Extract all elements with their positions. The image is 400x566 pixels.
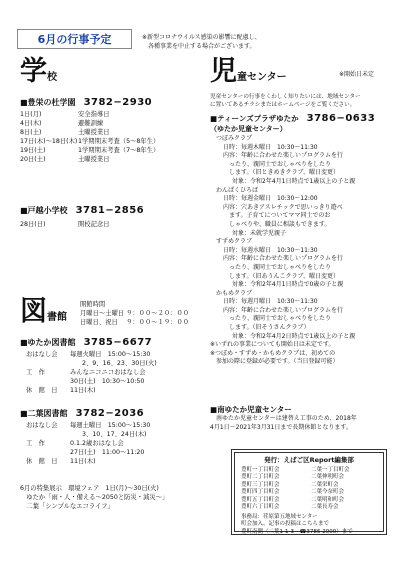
center-note: ※開始日未定 [339, 71, 375, 78]
text-line: 対象：未就学児親子 [232, 229, 287, 237]
library-row [20, 448, 150, 457]
library-suffix: 書館 [47, 312, 67, 323]
library-row [20, 457, 150, 466]
text-line: 町会加入、記事の投稿はこちらまで [241, 521, 330, 527]
text-line: 対象：令和2年4月2日時点で1歳以上の子と親 [232, 332, 356, 340]
text-line: 豊町六丁目町会 [241, 504, 280, 510]
library-row [20, 350, 157, 359]
library-row [20, 386, 157, 395]
library-heading [20, 298, 67, 326]
text-line: 30日(土) 10:30〜10:50 [70, 378, 145, 385]
school-section-toyoei [20, 97, 159, 164]
text-line: かもめクラブ [216, 289, 253, 297]
text-line: 内容：穴あきアスレチックで思いっきり遊べ [223, 203, 343, 211]
publisher-box [234, 452, 384, 535]
text-line: 日時：毎週水曜日 10:30〜11:30 [223, 246, 318, 254]
special-line: 6月の特集展示 環境フェア 1日(月)〜30日(火) [20, 485, 159, 492]
text-line [20, 430, 70, 439]
publisher-title: 発行：えばご区Report編集部 [264, 456, 354, 464]
text-line: 豊町南側（二葉1-1-3 ☎3786-2000）まで [241, 528, 353, 535]
library-kanji: 図 [20, 296, 47, 327]
text-line: 二葉栄町会 [311, 481, 339, 488]
school-name: ■豊栄の杜学園 [20, 98, 76, 107]
text-line: 対象：令和2年4月1日時点で1歳以上の子と親 [232, 177, 356, 185]
special-line: 二葉「シンプルなエコライフ」 [20, 503, 114, 510]
text-line: 11日(木) [70, 458, 96, 465]
text-line: 工 作 [26, 369, 45, 376]
text-line: 工 作 [26, 440, 45, 447]
text-line: ったり、親同士でおしゃべりをしたり [223, 263, 332, 271]
library-row [20, 377, 157, 386]
text-line: 休 館 日 [26, 387, 58, 394]
library-row [20, 430, 150, 439]
text-line: 二葉一丁目町会 [311, 466, 350, 473]
text-line: 豊町四丁目町会 [241, 489, 280, 495]
center-heading [210, 58, 287, 86]
school-event-row [20, 110, 159, 119]
text-line: 内容：年齢に合わせた楽しいプログラムを行 [223, 152, 343, 160]
hours-line: 月曜日〜土曜日 ９：００〜２０：００ [80, 310, 190, 317]
center-name: ■南ゆたか児童センター [210, 405, 292, 414]
text-line: します。（旧ときめきクラブ、曜日変更） [223, 169, 340, 177]
text-line: 南ゆたか児童センターは建替え工事のため、2018年 [216, 415, 357, 422]
school-kanji: 学 [20, 56, 47, 87]
text-line: 日時：毎週金曜日 10:30〜12:00 [223, 195, 318, 203]
school-header [20, 97, 159, 108]
text-line [20, 448, 70, 457]
text-line: わんぱくひろば [216, 186, 259, 194]
text-line: 豊町三丁目町会 [241, 481, 280, 488]
text-line: します。（旧あうんこクラブ、曜日変更） [223, 272, 340, 280]
school-event-row [20, 128, 159, 137]
text-line: おはなし会 [26, 351, 58, 358]
text-line: 2、9、16、23、30日(火) [82, 360, 157, 367]
member-grid [241, 467, 377, 512]
text-line: 8日(土) [20, 129, 42, 136]
text-line: ったり、親同士でおしゃべりをしたり [223, 160, 332, 168]
text-line: 1学期期末考査（5〜8年生） [78, 138, 160, 145]
text-line [20, 359, 70, 368]
text-line: ます。子育てについてママ同士でのお [223, 212, 331, 220]
text-line: 19日(土) [20, 147, 46, 154]
library-hours [80, 300, 189, 327]
text-line: 児童センターの行事をくわしく知りたいには、地域センター [210, 94, 361, 100]
center-suffix: 童センター [237, 72, 287, 83]
text-line: 参加の際に登録が必要です。（当日登録可能） [210, 358, 339, 366]
center-section-plaza [210, 113, 375, 367]
center-header [210, 113, 375, 124]
library-name: ■二葉図書館 [20, 409, 68, 418]
school-suffix: 校 [47, 72, 57, 83]
library-row [20, 368, 157, 377]
text-line: 二葉長寿会 [311, 504, 339, 510]
text-line: つぼみクラブ [216, 135, 253, 142]
center-subname: （ゆたか児童センター） [210, 125, 287, 133]
school-event-row [20, 220, 144, 229]
text-line: 豊町二丁目町会 [241, 474, 280, 480]
school-event-row [20, 146, 159, 155]
text-line: 3、10、17、24日(木) [82, 431, 147, 438]
text-line: 事務局：荏原第五地域センター [241, 513, 318, 520]
library-header [20, 337, 157, 348]
text-line: ※つぼめ・すずめ・かもめクラブは、初めての [210, 349, 336, 357]
school-tel: 3781−2856 [75, 205, 145, 216]
text-line: 1学期期末考査（7〜8年生） [78, 147, 160, 154]
notice-line: ※新型コロナウイルス感染の影響に配慮し、 [142, 34, 261, 41]
text-line: 4日(木) [20, 120, 42, 127]
text-line: みんなニコニコおはなし会 [70, 369, 146, 376]
text-line: 土曜授業日 [78, 129, 110, 136]
text-line: に置いてあるチラシまたはホームページをご覧ください。 [210, 102, 356, 108]
text-line: 二葉明和町会 [311, 496, 345, 503]
school-tel: 3782−2930 [83, 97, 153, 108]
text-line: 28日(日) [20, 221, 46, 228]
schedule-title: 6月の行事予定 [37, 33, 112, 46]
library-row [20, 421, 150, 430]
schedule-title-box [17, 29, 132, 49]
hours-line: 日曜日、祝日 ９：００〜１９：００ [80, 319, 190, 326]
text-line: 対象：令和2年4月1日時点で0歳の子と親 [232, 281, 344, 289]
office-info [241, 514, 377, 537]
text-line [20, 377, 70, 386]
text-line: 開校記念日 [78, 221, 110, 228]
center-section-minami [210, 404, 357, 432]
text-line: 豊町五丁目町会 [241, 496, 280, 503]
school-heading [20, 58, 57, 86]
text-line: すずめクラブ [216, 238, 253, 246]
text-line: します。（旧そうさんクラブ） [223, 324, 310, 332]
library-section-futaba [20, 408, 150, 466]
text-line: 4月1日〜2021年3月31日まで長期休館となります。 [210, 423, 352, 431]
text-line: 20日(土) [20, 156, 46, 163]
school-section-togoshi [20, 205, 144, 229]
text-line: 二葉伸明町会 [311, 474, 345, 480]
text-line: 安全指導日 [78, 111, 110, 118]
center-tel: 3786−0633 [306, 113, 376, 124]
text-line: 豊町一丁目町会 [241, 466, 280, 473]
text-line: 11日(木) [70, 387, 96, 394]
text-line: ったり、親同士でおしゃべりをしたり [223, 315, 332, 323]
text-line: ※いずれの事業についても開始日は未定です。 [210, 341, 335, 349]
text-line: 0.1.2歳おはなし会 [70, 440, 124, 447]
school-event-row [20, 137, 159, 146]
library-row [20, 359, 157, 368]
text-line: 内容：年齢に合わせた楽しいプログラムを行 [223, 255, 343, 263]
special-exhibit [20, 484, 168, 511]
center-name: ■ティーンズプラザゆたか [210, 114, 299, 123]
text-line: 二葉今奈町会 [311, 489, 345, 495]
text-line: 日時：毎週木曜日 10:30〜11:30 [223, 143, 318, 151]
library-row [20, 439, 150, 448]
covid-notice [142, 33, 392, 51]
text-line: 毎週火曜日 15:00〜15:30 [70, 351, 151, 358]
text-line: 内容：年齢に合わせた楽しいプログラムを行 [223, 306, 343, 314]
text-line: 17日(木)〜18日(木) [20, 138, 78, 145]
hours-label: 開館時間 [80, 301, 106, 308]
school-event-row [20, 155, 159, 164]
school-name: ■戸越小学校 [20, 206, 68, 215]
text-line: おはなし会 [26, 422, 58, 429]
library-tel: 3785−6677 [83, 337, 153, 348]
text-line: 土曜授業日 [78, 156, 110, 163]
library-name: ■ゆたか図書館 [20, 338, 76, 347]
text-line: 日時：毎週月曜日 10:30〜11:30 [223, 298, 318, 306]
library-tel: 3782−2036 [75, 408, 145, 419]
text-line: 毎週土曜日 15:00〜15:30 [70, 422, 151, 429]
school-header [20, 205, 144, 216]
library-header [20, 408, 150, 419]
text-line: しゃべりや、職員に相談もできます。 [223, 220, 331, 228]
text-line: 避難訓練 [78, 120, 104, 127]
text-line: 休 館 日 [26, 458, 58, 465]
center-intro [210, 93, 361, 109]
library-section-yutaka [20, 337, 157, 395]
notice-line: 各種事業を中止する場合がございます。 [142, 43, 256, 50]
school-event-row [20, 119, 159, 128]
center-kanji: 児 [210, 56, 237, 87]
text-line: 27日(土) 11:00〜11:20 [70, 449, 145, 456]
text-line: 1日(月) [20, 111, 42, 118]
special-line: ゆたか「雨・人・備える〜2050と防災・減災〜」 [20, 494, 169, 501]
